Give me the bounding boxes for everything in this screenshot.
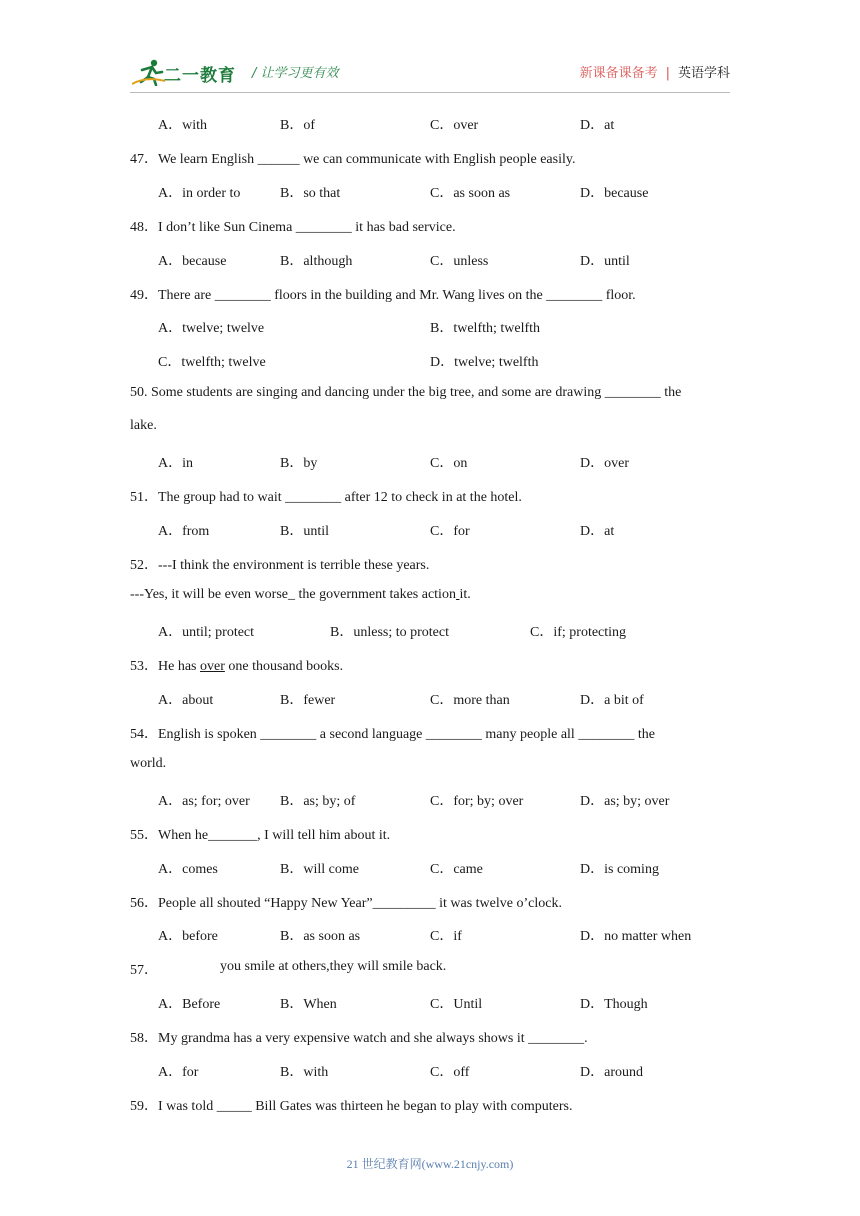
option-d: D．at (580, 118, 615, 133)
option-a: A．comes (158, 862, 218, 877)
logo (130, 56, 240, 88)
option-a: A．about (158, 693, 214, 708)
option-c: C．if (430, 929, 462, 944)
question-51: 51．The group had to wait ________ after 12 to check in at the hotel. (130, 490, 522, 505)
option-a: A．because (158, 254, 227, 269)
option-b: B．by (280, 456, 318, 471)
option-b: B．When (280, 997, 337, 1012)
option-b: B．as; by; of (280, 794, 356, 809)
question-57: you smile at others,they will smile back. (220, 959, 447, 974)
option-c: C．came (430, 862, 483, 877)
question-50-continued: lake. (130, 418, 157, 433)
option-d: D．a bit of (580, 693, 644, 708)
option-d: D．around (580, 1065, 643, 1080)
logo-text: 二一教育 (164, 66, 236, 86)
option-b: B．so that (280, 186, 341, 201)
header-separator: | (665, 66, 670, 81)
option-b: B．unless; to protect (330, 625, 449, 640)
runner-logo-icon (132, 58, 166, 86)
option-d: D．Though (580, 997, 648, 1012)
option-c: C．off (430, 1065, 470, 1080)
question-55: 55．When he_______, I will tell him about it. (130, 828, 391, 843)
option-d: D．at (580, 524, 615, 539)
question-52-reply (130, 587, 471, 603)
option-c: C．for; by; over (430, 794, 524, 809)
option-a: A．from (158, 524, 210, 539)
question-text: one thousand books. (224, 659, 344, 674)
underlined-word: over (200, 659, 225, 674)
option-d: D．as; by; over (580, 794, 670, 809)
option-b: B．fewer (280, 693, 336, 708)
header-right (580, 62, 730, 81)
option-a: A．until; protect (158, 625, 255, 640)
option-d: D．over (580, 456, 629, 471)
reply-part: it. (459, 587, 471, 602)
option-b: B．until (280, 524, 330, 539)
option-a: A．Before (158, 997, 221, 1012)
option-a: A．twelve; twelve (158, 321, 265, 336)
option-a: A．in order to (158, 186, 241, 201)
option-c: C．on (430, 456, 468, 471)
reply-part: ---Yes, it will be even worse (130, 587, 288, 602)
page-header (130, 52, 730, 92)
question-56: 56．People all shouted “Happy New Year”_________ it was twelve o’clock. (130, 896, 562, 911)
option-b: B．as soon as (280, 929, 361, 944)
option-a: A．as; for; over (158, 794, 250, 809)
option-a: A．for (158, 1065, 199, 1080)
option-d: D．until (580, 254, 630, 269)
option-d: D．is coming (580, 862, 659, 877)
option-b: B．twelfth; twelfth (430, 321, 541, 336)
subject-label: 英语学科 (677, 66, 730, 81)
option-c: C．for (430, 524, 470, 539)
option-d: D．because (580, 186, 649, 201)
question-text: 53．He has (130, 659, 200, 674)
course-label: 新课备课备考 (579, 66, 658, 81)
option-d: D．twelve; twelfth (430, 355, 539, 370)
option-c: C．twelfth; twelve (158, 355, 266, 370)
question-58: 58．My grandma has a very expensive watch and she always shows it ________. (130, 1031, 588, 1046)
option-a: A．before (158, 929, 218, 944)
option-c: C．Until (430, 997, 483, 1012)
slogan: / 让学习更有效 (252, 66, 339, 81)
question-52: 52．---I think the environment is terrible these years. (130, 558, 430, 573)
option-c: C．unless (430, 254, 489, 269)
option-a: A．with (158, 118, 207, 133)
reply-part: the government takes action (295, 587, 456, 602)
option-b: B．of (280, 118, 315, 133)
question-57-number: 57． (130, 963, 158, 978)
question-49: 49．There are ________ floors in the building and Mr. Wang lives on the ________ floor. (130, 288, 636, 303)
option-c: C．over (430, 118, 479, 133)
question-54: 54．English is spoken ________ a second language ________ many people all ________ the (130, 727, 655, 742)
option-c: C．if; protecting (530, 625, 627, 640)
header-divider (130, 92, 730, 93)
question-47: 47．We learn English ______ we can communicate with English people easily. (130, 152, 576, 167)
question-59: 59．I was told _____ Bill Gates was thirteen he began to play with computers. (130, 1099, 573, 1114)
option-c: C．as soon as (430, 186, 511, 201)
option-d: D．no matter when (580, 929, 692, 944)
question-48: 48．I don’t like Sun Cinema ________ it has bad service. (130, 220, 456, 235)
question-50: 50. Some students are singing and dancing under the big tree, and some are drawing ________ the (130, 385, 682, 400)
option-b: B．although (280, 254, 353, 269)
question-54-continued: world. (130, 756, 167, 771)
question-53 (130, 655, 343, 675)
option-c: C．more than (430, 693, 510, 708)
option-a: A．in (158, 456, 193, 471)
option-b: B．with (280, 1065, 329, 1080)
page-footer: 21 世纪教育网(www.21cnjy.com) (346, 1157, 514, 1171)
option-b: B．will come (280, 862, 359, 877)
reply-blank: _ (288, 587, 295, 602)
